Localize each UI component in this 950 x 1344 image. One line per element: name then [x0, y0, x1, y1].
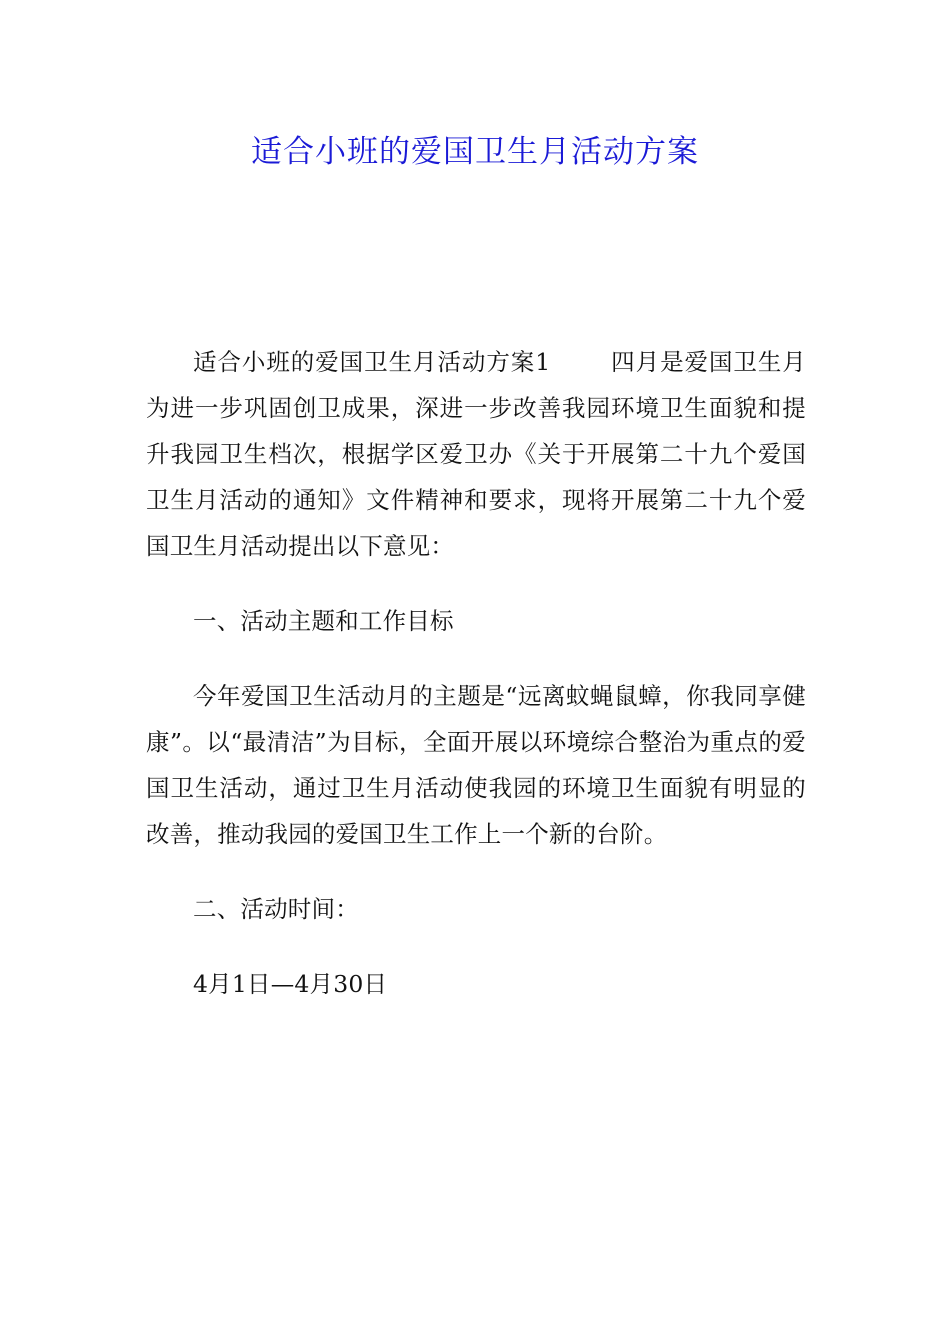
section1-paragraph: 今年爱国卫生活动月的主题是“远离蚊蝇鼠蟑，你我同享健康”。以“最清洁”为目标，全面开展以环境综合整治为重点的爱国卫生活动，通过卫生月活动使我园的环境卫生面貌有明显的改善，推动我园的爱国卫生工作上一个新的台阶。: [146, 682, 806, 848]
section1-heading: 一、活动主题和工作目标: [193, 607, 454, 635]
section2-paragraph: 4月1日—4月30日: [193, 970, 388, 998]
intro-paragraph: [146, 339, 806, 569]
intro-text: 四月是爱国卫生月为进一步巩固创卫成果，深进一步改善我园环境卫生面貌和提升我园卫生档次，根据学区爱卫办《关于开展第二十九个爱国卫生月活动的通知》文件精神和要求，现将开展第二十九个爱国卫生月活动提出以下意见：: [146, 348, 806, 560]
document-body: [146, 339, 806, 1036]
intro-heading: 适合小班的爱国卫生月活动方案1: [193, 348, 551, 376]
section2-heading: 二、活动时间：: [193, 895, 359, 923]
document-title: 适合小班的爱国卫生月活动方案: [251, 134, 699, 170]
